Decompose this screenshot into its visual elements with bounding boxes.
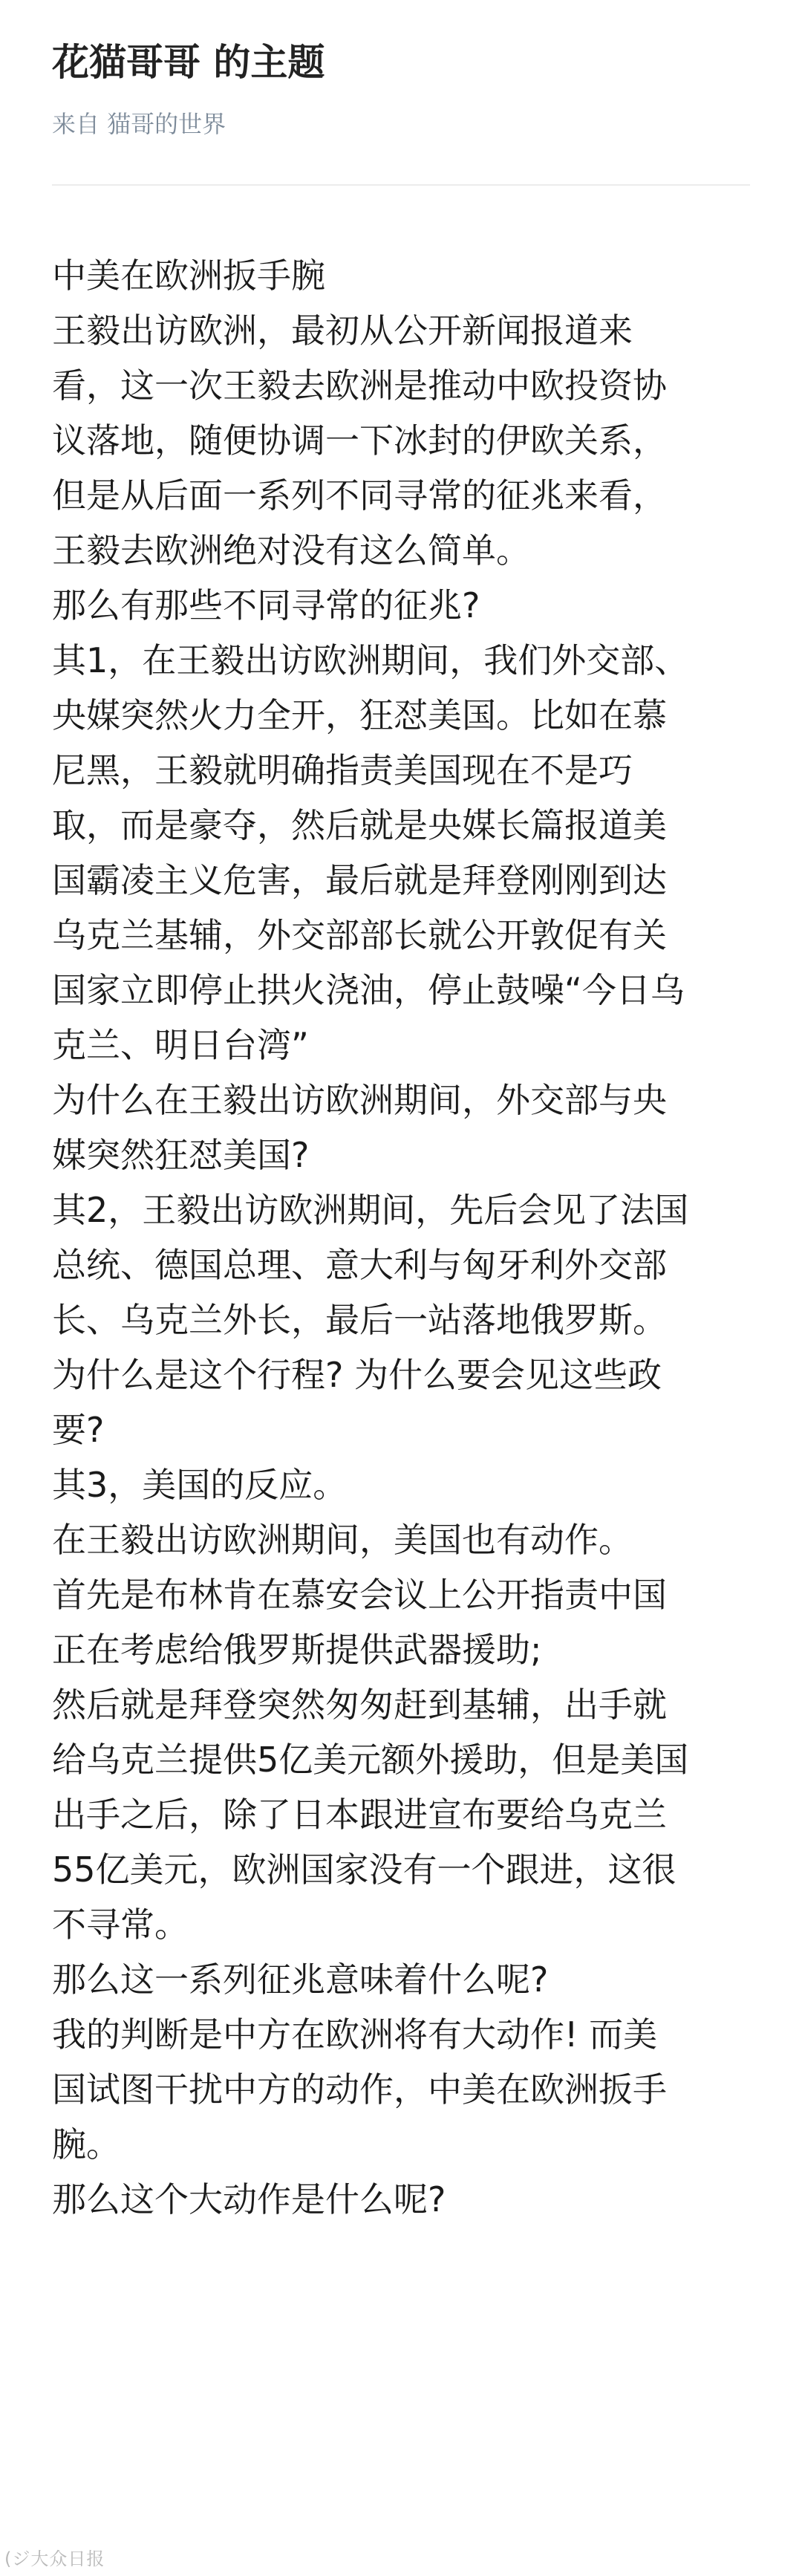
paragraph: 首先是布林肯在慕安会议上公开指责中国 正在考虑给俄罗斯提供武器援助; — [52, 1575, 667, 1670]
paragraph: 为什么是这个行程? 为什么要会见这些政 要? — [52, 1355, 662, 1450]
paragraph: 其2，王毅出访欧洲期间，先后会见了法国 总统、德国总理、意大利与匈牙利外交部 长、乌克兰外长，最后一站落地俄罗斯。 — [52, 1190, 689, 1340]
paragraph: 其1，在王毅出访欧洲期间，我们外交部、 央媒突然火力全开，狂怼美国。比如在慕 尼黑，王毅就明确指责美国现在不是巧 取，而是豪夺，然后就是央媒长篇报道美 国霸凌主义危害，最后就是拜登刚刚到达 乌克兰基辅，外交部部长就公开敦促有关 国家立即停止拱火浇油，停止鼓噪“今日乌 克兰、明日台湾” — [52, 640, 689, 1065]
paragraph: 其3，美国的反应。 — [52, 1465, 348, 1505]
paragraph: 那么这个大动作是什么呢? — [52, 2179, 446, 2219]
watermark-logo: (ジ大众日报 — [4, 2549, 105, 2569]
header-divider — [52, 184, 750, 186]
paragraph: 为什么在王毅出访欧洲期间，外交部与央 媒突然狂怼美国? — [52, 1080, 667, 1175]
post-source[interactable]: 来自 猫哥的世界 — [52, 110, 226, 138]
paragraph: 王毅出访欧洲，最初从公开新闻报道来 看，这一次王毅去欧洲是推动中欧投资协 议落地，随便协调一下冰封的伊欧关系， 但是从后面一系列不同寻常的征兆来看， 王毅去欧洲绝对没有这么简单。 — [52, 310, 667, 570]
post-title: 花猫哥哥 的主题 — [52, 41, 325, 84]
paragraph: 那么有那些不同寻常的征兆? — [52, 585, 480, 625]
paragraph: 在王毅出访欧洲期间，美国也有动作。 — [52, 1520, 633, 1560]
paragraph: 我的判断是中方在欧洲将有大动作! 而美 国试图干扰中方的动作，中美在欧洲扳手 腕。 — [52, 2014, 667, 2164]
paragraph: 中美在欧洲扳手腕 — [52, 256, 325, 296]
paragraph: 那么这一系列征兆意味着什么呢? — [52, 1959, 549, 2000]
paragraph: 然后就是拜登突然匆匆赶到基辅，出手就 给乌克兰提供5亿美元额外援助，但是美国 出手之后，除了日本跟进宣布要给乌克兰 55亿美元，欧洲国家没有一个跟进，这很 不寻常。 — [52, 1685, 689, 1945]
post-body — [52, 248, 765, 2227]
post-header — [52, 36, 750, 143]
